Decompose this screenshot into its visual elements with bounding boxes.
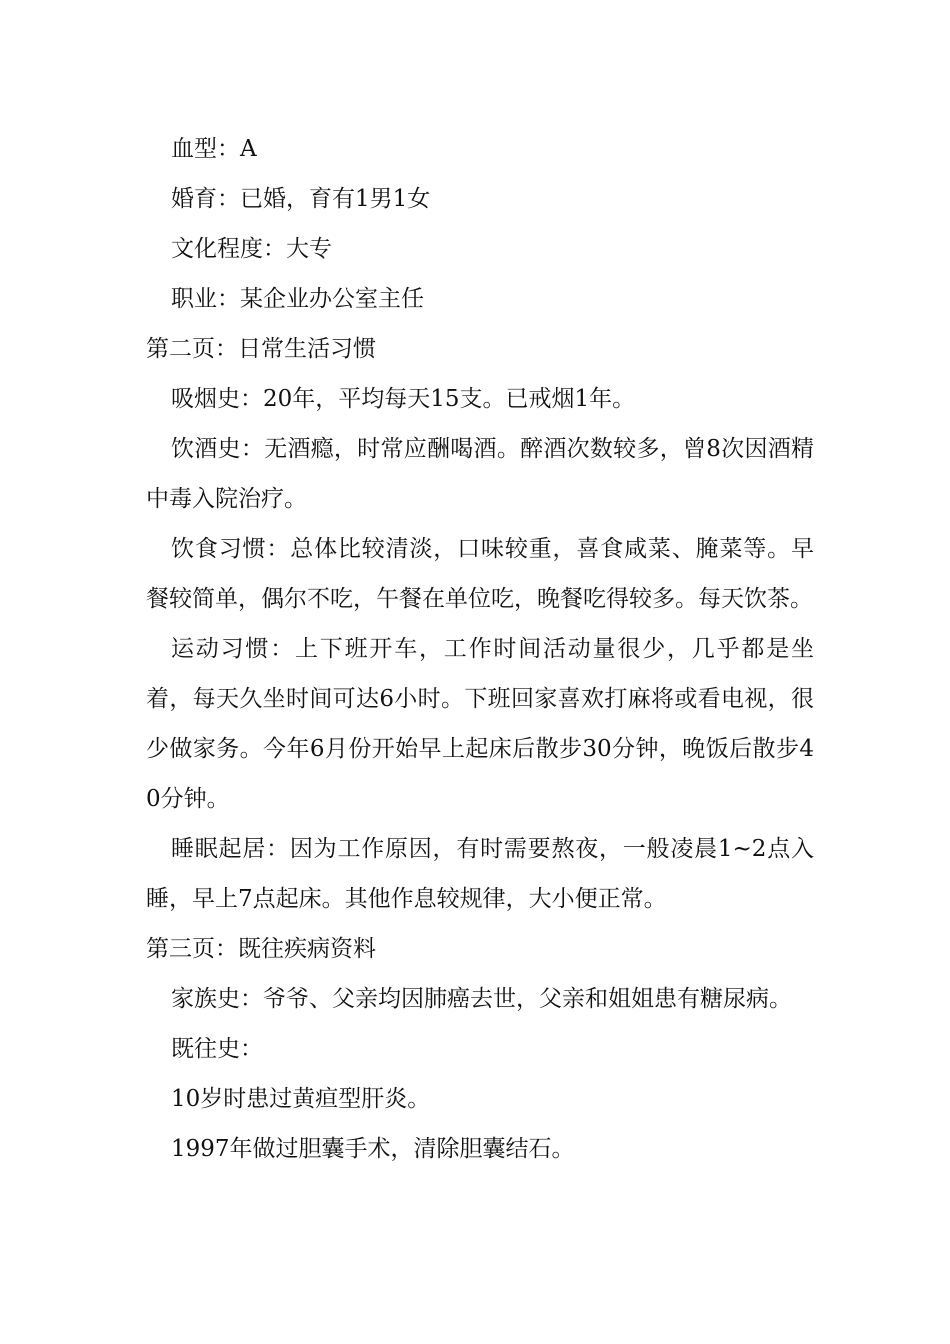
past-history-item-2: 1997年做过胆囊手术，清除胆囊结石。	[171, 1136, 575, 1162]
drinking-history: 饮酒史：无酒瘾，时常应酬喝酒。醉酒次数较多，曾8次因酒精中毒入院治疗。	[146, 436, 814, 512]
past-history-item-1: 10岁时患过黄疸型肝炎。	[171, 1086, 431, 1112]
family-history: 家族史：爷爷、父亲均因肺癌去世，父亲和姐姐患有糖尿病。	[171, 986, 792, 1012]
page-two-heading: 第二页：日常生活习惯	[146, 336, 376, 362]
page-three-heading: 第三页：既往疾病资料	[146, 936, 376, 962]
education-line: 文化程度：大专	[171, 236, 332, 262]
marriage-line: 婚育：已婚，育有1男1女	[171, 186, 431, 212]
occupation-line: 职业：某企业办公室主任	[171, 286, 424, 312]
document-body	[146, 124, 814, 1174]
sleep-habits: 睡眠起居：因为工作原因，有时需要熬夜，一般凌晨1~2点入睡，早上7点起床。其他作息较规律，大小便正常。	[146, 836, 814, 912]
diet-habits: 饮食习惯：总体比较清淡，口味较重，喜食咸菜、腌菜等。早餐较简单，偶尔不吃，午餐在单位吃，晚餐吃得较多。每天饮茶。	[146, 536, 814, 612]
smoking-history: 吸烟史：20年，平均每天15支。已戒烟1年。	[171, 386, 636, 412]
blood-type-line: 血型：A	[171, 136, 257, 162]
past-history-label: 既往史：	[171, 1036, 263, 1062]
exercise-habits: 运动习惯：上下班开车，工作时间活动量很少，几乎都是坐着，每天久坐时间可达6小时。下班回家喜欢打麻将或看电视，很少做家务。今年6月份开始早上起床后散步30分钟，晚饭后散步40分钟。	[146, 636, 814, 812]
